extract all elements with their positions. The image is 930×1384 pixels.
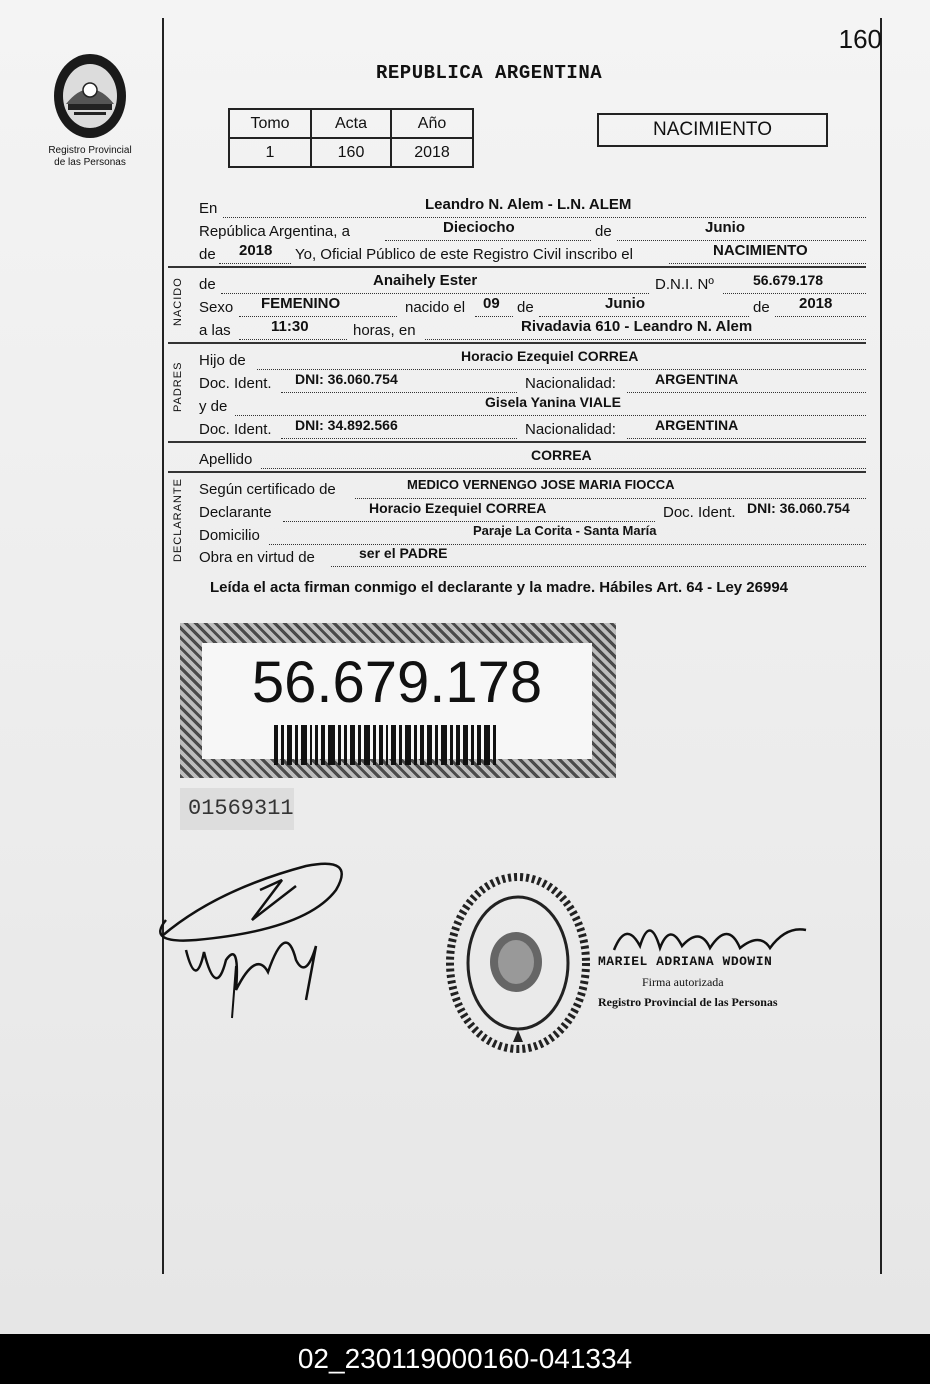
year-value: 2018 [239,242,273,259]
inscribo-value: NACIMIENTO [713,242,808,259]
sticker-dni-number: 56.679.178 [251,650,543,715]
line-apellido [199,447,866,471]
line-father-doc [199,371,866,395]
mother-doc-value: DNI: 34.892.566 [295,417,398,433]
record-value-tomo: 1 [229,138,311,167]
official-block [598,952,808,1012]
section-rule [168,441,866,443]
section-label-padres: PADRES [172,361,184,412]
dni-sticker [180,623,616,778]
official-name: MARIEL ADRIANA WDOWIN [598,954,773,969]
record-header-tomo: Tomo [229,109,311,138]
republica-label: República Argentina, a [199,223,350,240]
registry-name [30,145,150,169]
de-label: de [595,223,612,240]
father-nac-value: ARGENTINA [655,371,739,387]
birth-place-value: Rivadavia 610 - Leandro N. Alem [521,318,753,335]
en-value: Leandro N. Alem - L.N. ALEM [425,196,632,213]
line-y-de [199,394,866,418]
cert-value: MEDICO VERNENGO JOSE MARIA FIOCCA [407,477,675,492]
line-declarante [199,500,866,524]
hijo-de-label: Hijo de [199,352,246,369]
declarante-doc-value: DNI: 36.060.754 [747,500,850,516]
mother-nac-label: Nacionalidad: [525,421,616,438]
line-domicilio [199,523,866,547]
line-mother-doc [199,417,866,441]
father-nac-label: Nacionalidad: [525,375,616,392]
en-label: En [199,200,218,217]
closing-statement: Leída el acta firman conmigo el declarante y la madre. Hábiles Art. 64 - Ley 26994 [210,579,789,596]
father-doc-label: Doc. Ident. [199,375,272,392]
birth-day-value: 09 [483,295,500,312]
obra-label: Obra en virtud de [199,549,315,566]
father-name-value: Horacio Ezequiel CORREA [461,348,639,364]
page-number: 160 [838,24,882,54]
cert-label: Según certificado de [199,481,336,498]
misiones-province-logo [52,52,128,140]
nacido-de2-label: de [517,299,534,316]
apellido-value: CORREA [531,447,592,463]
official-seal [446,872,590,1054]
domicilio-value: Paraje La Corita - Santa María [473,523,657,538]
line-obra [199,545,866,569]
line-en [199,196,866,220]
line-hijo-de [199,348,866,372]
registry-name-line1: Registro Provincial [48,145,132,156]
birth-month-value: Junio [605,295,645,312]
apellido-label: Apellido [199,451,253,468]
section-rule [168,266,866,268]
left-margin-line [162,18,164,1274]
line-certificado [199,477,866,501]
mother-nac-value: ARGENTINA [655,417,739,433]
serial-tag: 01569311 [180,788,294,830]
record-header-acta: Acta [311,109,391,138]
dni-label: D.N.I. Nº [655,276,714,293]
alas-label: a las [199,322,231,339]
month-value: Junio [705,219,745,236]
nacido-el-label: nacido el [405,299,466,316]
section-label-nacido: NACIDO [172,277,184,326]
declarante-label: Declarante [199,504,272,521]
official-org: Registro Provincial de las Personas [598,995,778,1009]
inscribo-label: Yo, Oficial Público de este Registro Civil inscribo el [295,246,633,263]
de2-label: de [199,246,216,263]
day-value: Dieciocho [443,219,515,236]
declarante-doc-label: Doc. Ident. [663,504,736,521]
footer-code: 02_230119000160-041334 [0,1334,930,1384]
mother-name-value: Gisela Yanina VIALE [485,394,621,410]
official-role: Firma autorizada [642,975,724,989]
barcode [274,725,526,765]
declarant-signature [156,860,356,1020]
record-value-ano: 2018 [391,138,473,167]
nacido-de-label: de [199,276,216,293]
declarante-value: Horacio Ezequiel CORREA [369,500,547,516]
line-republica [199,219,866,243]
section-rule [168,471,866,473]
birth-year-value: 2018 [799,295,833,312]
mother-doc-label: Doc. Ident. [199,421,272,438]
record-header-ano: Año [391,109,473,138]
line-year [199,242,866,266]
line-nacido-name [199,272,866,296]
section-rule [168,342,866,344]
right-margin-line [880,18,882,1274]
father-doc-value: DNI: 36.060.754 [295,371,398,387]
birth-time-value: 11:30 [271,318,309,335]
record-table [228,108,474,168]
sexo-value: FEMENINO [261,295,341,312]
nacido-name-value: Anaihely Ester [373,272,478,289]
registry-name-line2: de las Personas [54,157,126,168]
sexo-label: Sexo [199,299,234,316]
nacido-de3-label: de [753,299,770,316]
obra-value: ser el PADRE [359,545,448,561]
section-label-declarante: DECLARANTE [172,478,184,562]
page-title: REPUBLICA ARGENTINA [376,62,603,84]
nacido-dni-value: 56.679.178 [753,272,824,288]
horas-label: horas, en [353,322,416,339]
line-nacido-hora [199,318,866,342]
line-nacido-sexo [199,295,866,319]
record-value-acta: 160 [311,138,391,167]
domicilio-label: Domicilio [199,527,260,544]
record-type-box: NACIMIENTO [597,113,828,147]
y-de-label: y de [199,398,228,415]
